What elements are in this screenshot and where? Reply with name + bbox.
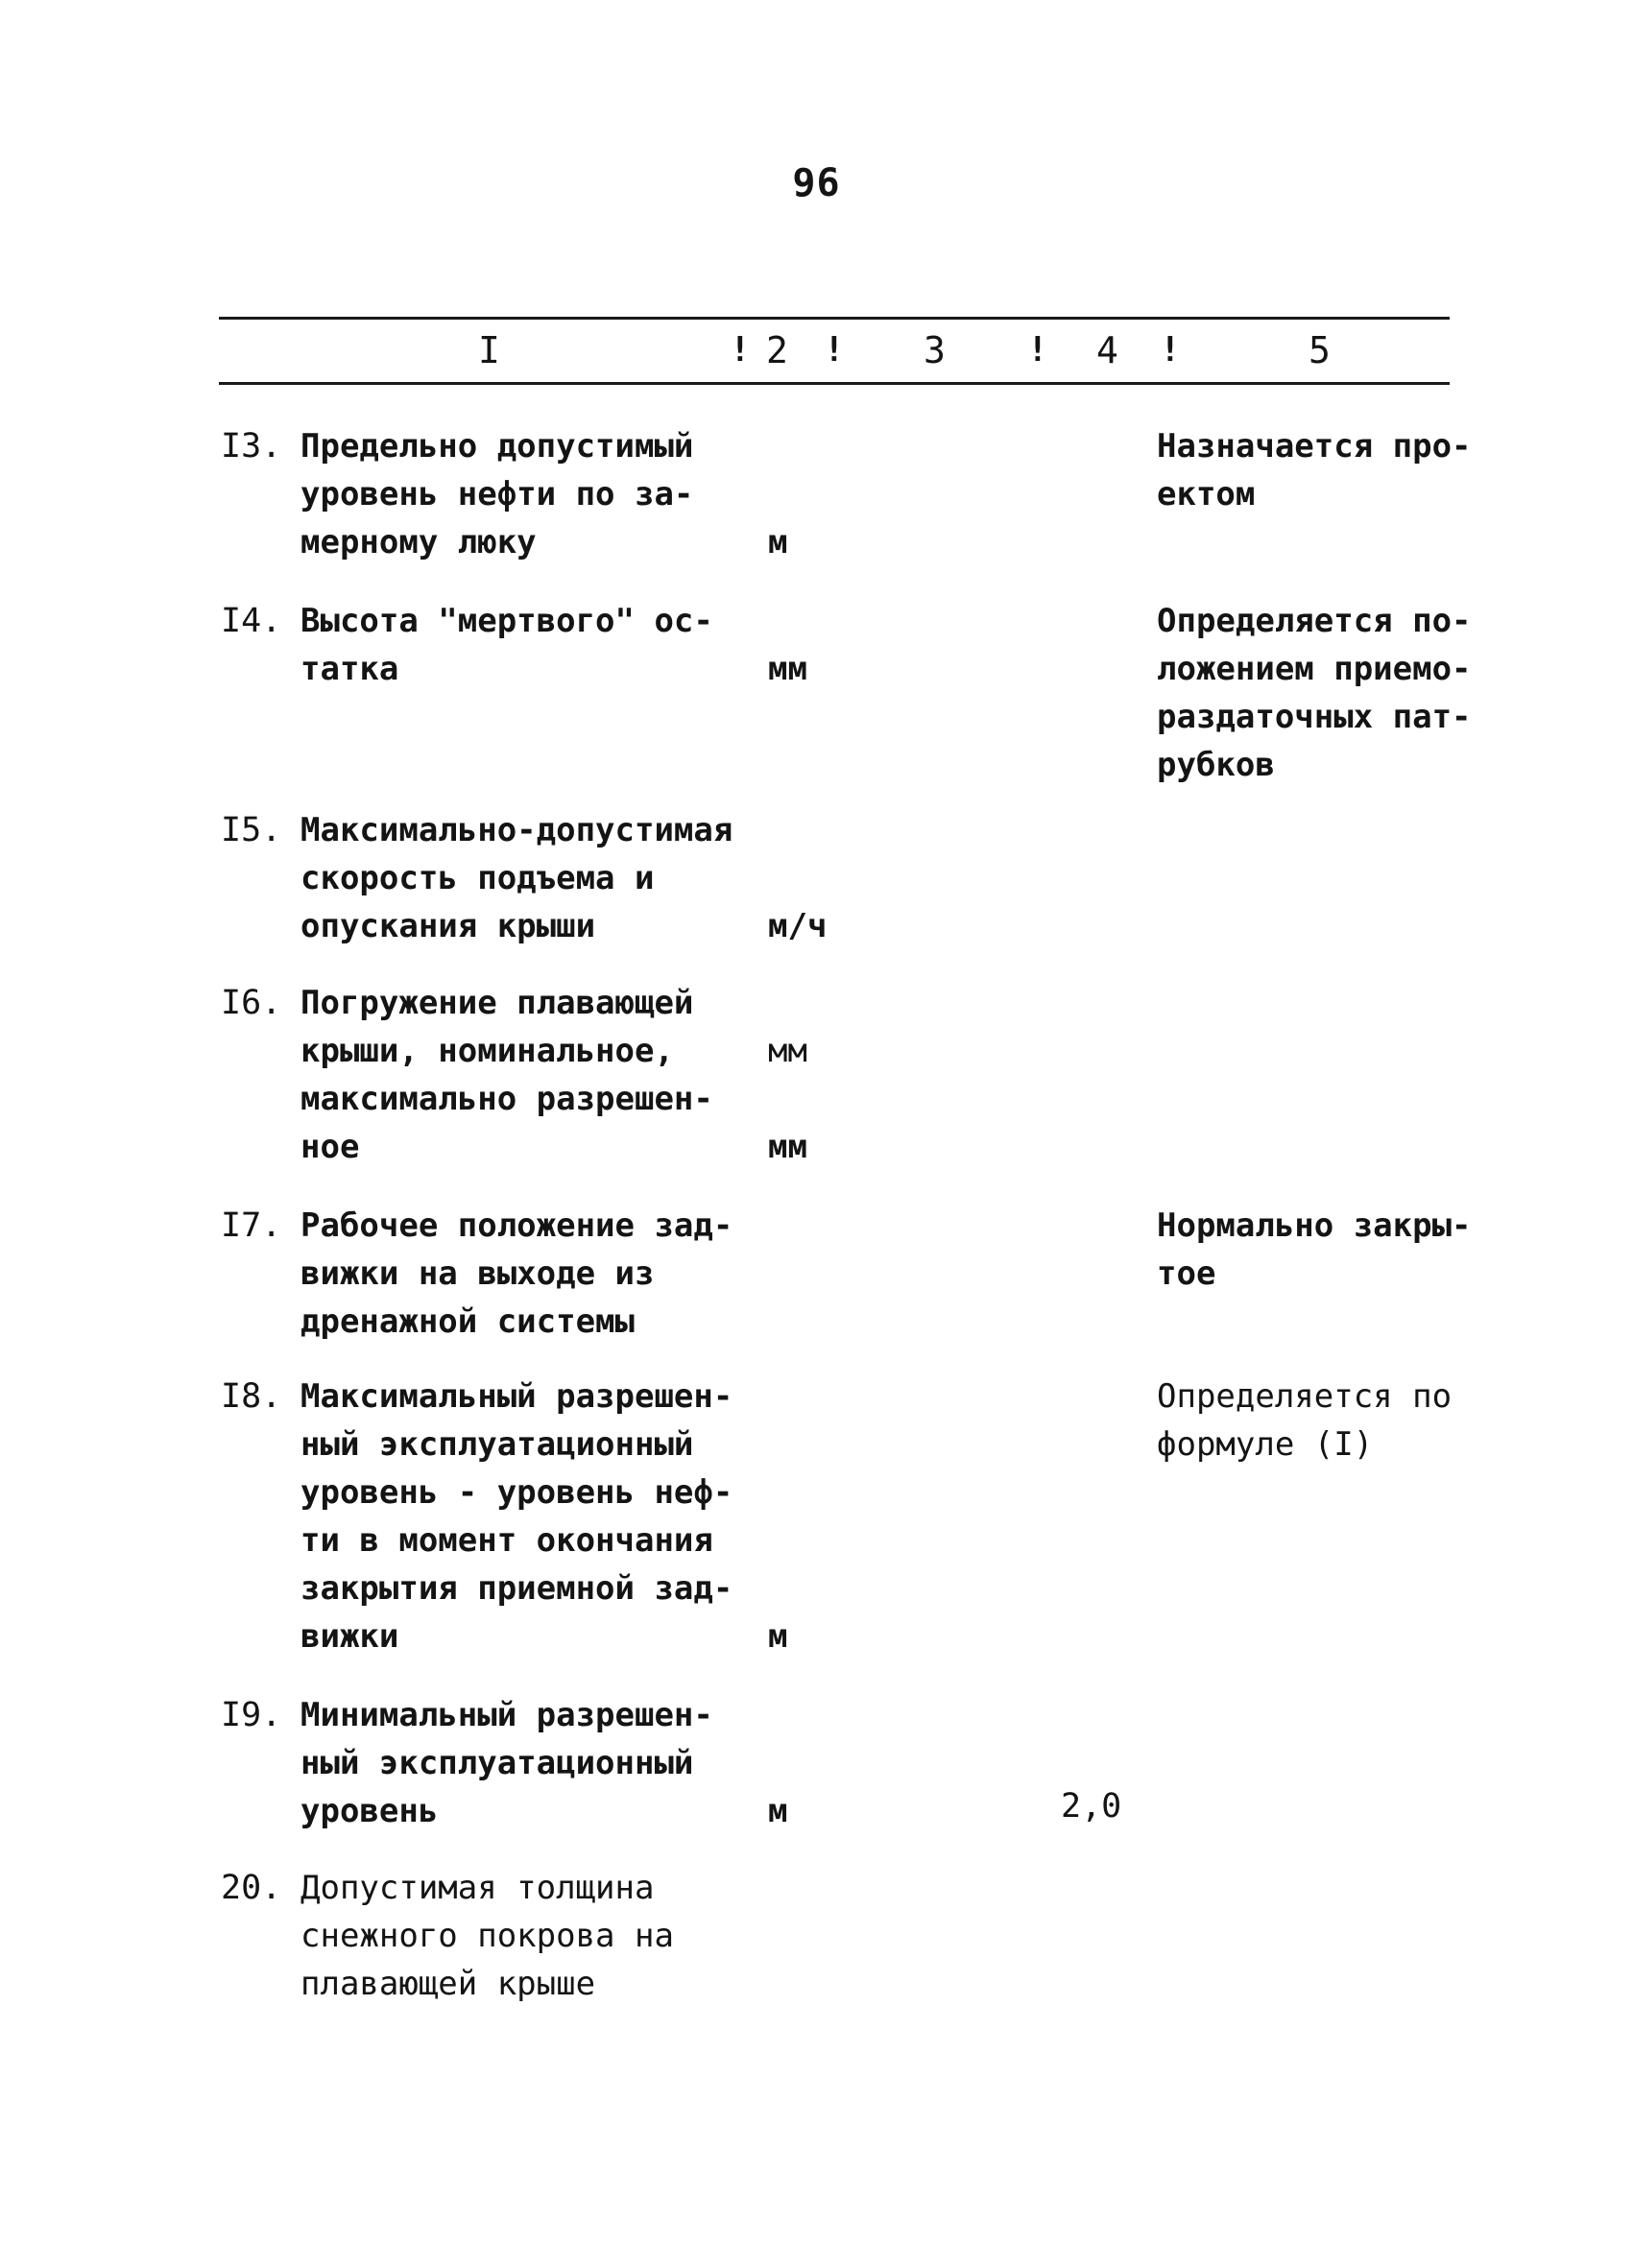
column-separator: !	[824, 330, 845, 370]
note-line: Назначается про-	[1157, 427, 1472, 466]
parameter-line: Рабочее положение зад-	[300, 1206, 733, 1245]
row-parameter-name	[300, 422, 752, 566]
note-line: ложением приемо-	[1157, 650, 1472, 688]
parameter-line: ный эксплуатационный	[300, 1744, 694, 1782]
row-unit: м/ч	[768, 907, 828, 945]
column-separator: !	[1160, 330, 1181, 370]
parameter-line: Максимальный разрешен-	[300, 1377, 733, 1416]
column-header-5: 5	[1309, 329, 1331, 371]
table-top-rule	[219, 317, 1450, 320]
parameter-line: Погружение плавающей	[300, 984, 694, 1022]
row-parameter-name	[300, 806, 752, 950]
note-line: рубков	[1157, 746, 1275, 784]
parameter-line: закрытия приемной зад-	[300, 1569, 733, 1608]
parameter-line: вижки на выходе из	[300, 1254, 655, 1293]
row-unit-secondary: мм	[768, 1128, 807, 1166]
note-line: Определяется по-	[1157, 602, 1472, 640]
parameter-line: максимально разрешен-	[300, 1080, 713, 1118]
note-line: формуле (I)	[1157, 1425, 1374, 1464]
parameter-line: крыши, номинальное,	[300, 1032, 674, 1070]
note-line: ектом	[1157, 475, 1256, 513]
column-separator: !	[1027, 330, 1048, 370]
page-number: 96	[792, 161, 841, 205]
parameter-line: Максимально-допустимая	[300, 811, 733, 849]
parameter-line: вижки	[300, 1617, 399, 1656]
parameter-line: татка	[300, 650, 399, 688]
row-unit: мм	[768, 650, 807, 688]
parameter-line: снежного покрова на	[300, 1917, 674, 1955]
parameter-line: Предельно допустимый	[300, 427, 694, 466]
parameter-line: Высота "мертвого" ос-	[300, 602, 713, 640]
row-number: I7.	[221, 1206, 282, 1245]
column-header-3: 3	[924, 329, 946, 371]
parameter-line: ти в момент окончания	[300, 1521, 713, 1560]
table-header-bottom-rule	[219, 382, 1450, 385]
column-header-2: 2	[766, 329, 788, 371]
row-parameter-name	[300, 1202, 752, 1346]
row-parameter-name	[300, 597, 752, 693]
parameter-line: уровень нефти по за-	[300, 475, 694, 513]
row-note	[1157, 1373, 1464, 1468]
row-parameter-name	[300, 1373, 752, 1660]
row-value-col4: 2,0	[1061, 1787, 1122, 1826]
note-line: раздаточных пат-	[1157, 698, 1472, 736]
row-number: 20.	[221, 1869, 282, 1907]
row-parameter-name	[300, 1691, 752, 1835]
column-header-4: 4	[1096, 329, 1118, 371]
note-line: тое	[1157, 1254, 1216, 1293]
row-number: I8.	[221, 1377, 282, 1416]
row-parameter-name	[300, 1864, 752, 2008]
row-note	[1157, 1202, 1472, 1298]
row-number: I3.	[221, 427, 282, 466]
note-line: Определяется по	[1157, 1377, 1453, 1416]
parameter-line: Минимальный разрешен-	[300, 1696, 713, 1734]
row-parameter-name	[300, 979, 752, 1171]
row-unit: м	[768, 523, 788, 561]
column-header-1: I	[478, 329, 500, 371]
parameter-line: ное	[300, 1128, 360, 1166]
parameter-line: уровень	[300, 1792, 439, 1830]
row-note	[1157, 422, 1472, 518]
row-number: I5.	[221, 811, 282, 849]
note-line: Нормально закры-	[1157, 1206, 1472, 1245]
row-number: I9.	[221, 1696, 282, 1734]
row-note	[1157, 597, 1472, 789]
parameter-line: мерному люку	[300, 523, 537, 561]
row-unit: мм	[768, 1032, 807, 1070]
row-unit: м	[768, 1617, 788, 1656]
parameter-line: скорость подъема и	[300, 859, 655, 897]
parameter-line: уровень - уровень неф-	[300, 1473, 733, 1512]
row-number: I4.	[221, 602, 282, 640]
parameter-line: опускания крыши	[300, 907, 596, 945]
row-unit: м	[768, 1792, 788, 1830]
parameter-line: Допустимая толщина	[300, 1869, 655, 1907]
parameter-line: дренажной системы	[300, 1302, 635, 1341]
column-separator: !	[730, 330, 751, 370]
parameter-line: плавающей крыше	[300, 1965, 596, 2003]
parameter-line: ный эксплуатационный	[300, 1425, 694, 1464]
row-number: I6.	[221, 984, 282, 1022]
